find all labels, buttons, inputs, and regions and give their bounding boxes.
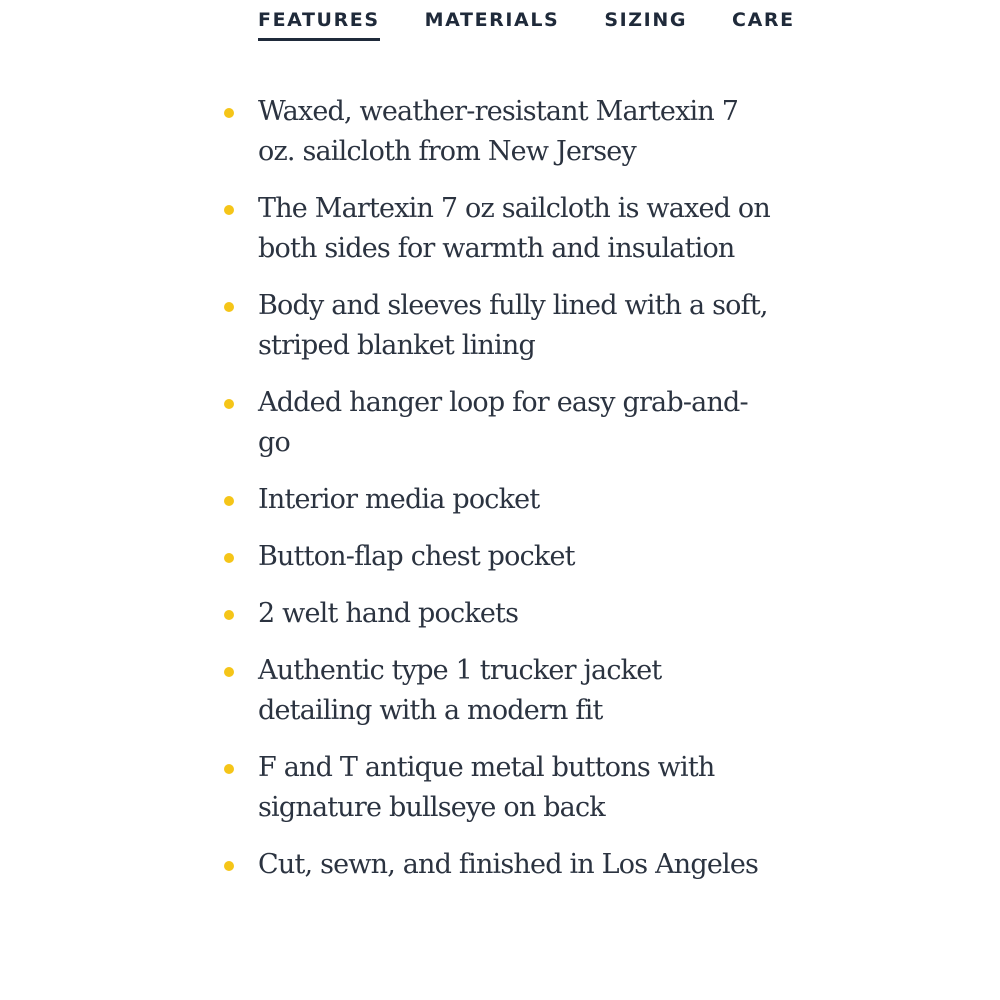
feature-text: Waxed, weather-resistant Martexin 7 oz. sailcloth from New Jersey bbox=[258, 96, 739, 167]
list-item bbox=[0, 383, 778, 463]
bullet-dot-icon bbox=[224, 205, 234, 215]
tab-care[interactable]: CARE bbox=[732, 9, 795, 31]
feature-text: 2 welt hand pockets bbox=[258, 598, 519, 629]
feature-text: Added hanger loop for easy grab-and-go bbox=[258, 387, 748, 458]
tab-materials[interactable]: MATERIALS bbox=[424, 9, 560, 31]
bullet-dot-icon bbox=[224, 108, 234, 118]
list-item bbox=[0, 537, 778, 577]
feature-text: Button-flap chest pocket bbox=[258, 541, 575, 572]
list-item bbox=[0, 845, 778, 885]
bullet-dot-icon bbox=[224, 553, 234, 563]
list-item bbox=[0, 594, 778, 634]
list-item bbox=[0, 748, 778, 828]
list-item bbox=[0, 480, 778, 520]
features-list bbox=[0, 92, 1000, 902]
bullet-dot-icon bbox=[224, 302, 234, 312]
feature-text: Interior media pocket bbox=[258, 484, 540, 515]
list-item bbox=[0, 651, 778, 731]
list-item bbox=[0, 92, 778, 172]
bullet-dot-icon bbox=[224, 861, 234, 871]
feature-text: Cut, sewn, and finished in Los Angeles bbox=[258, 849, 759, 880]
feature-text: Body and sleeves fully lined with a soft, striped blanket lining bbox=[258, 290, 768, 361]
tab-sizing[interactable]: SIZING bbox=[604, 9, 688, 31]
bullet-dot-icon bbox=[224, 667, 234, 677]
bullet-dot-icon bbox=[224, 610, 234, 620]
feature-text: Authentic type 1 trucker jacket detailing with a modern fit bbox=[258, 655, 662, 726]
list-item bbox=[0, 286, 778, 366]
list-item bbox=[0, 189, 778, 269]
bullet-dot-icon bbox=[224, 764, 234, 774]
product-info-tabs bbox=[258, 0, 840, 44]
feature-text: The Martexin 7 oz sailcloth is waxed on both sides for warmth and insulation bbox=[258, 193, 770, 264]
feature-text: F and T antique metal buttons with signature bullseye on back bbox=[258, 752, 715, 823]
bullet-dot-icon bbox=[224, 399, 234, 409]
bullet-dot-icon bbox=[224, 496, 234, 506]
tab-features[interactable]: FEATURES bbox=[258, 0, 380, 41]
